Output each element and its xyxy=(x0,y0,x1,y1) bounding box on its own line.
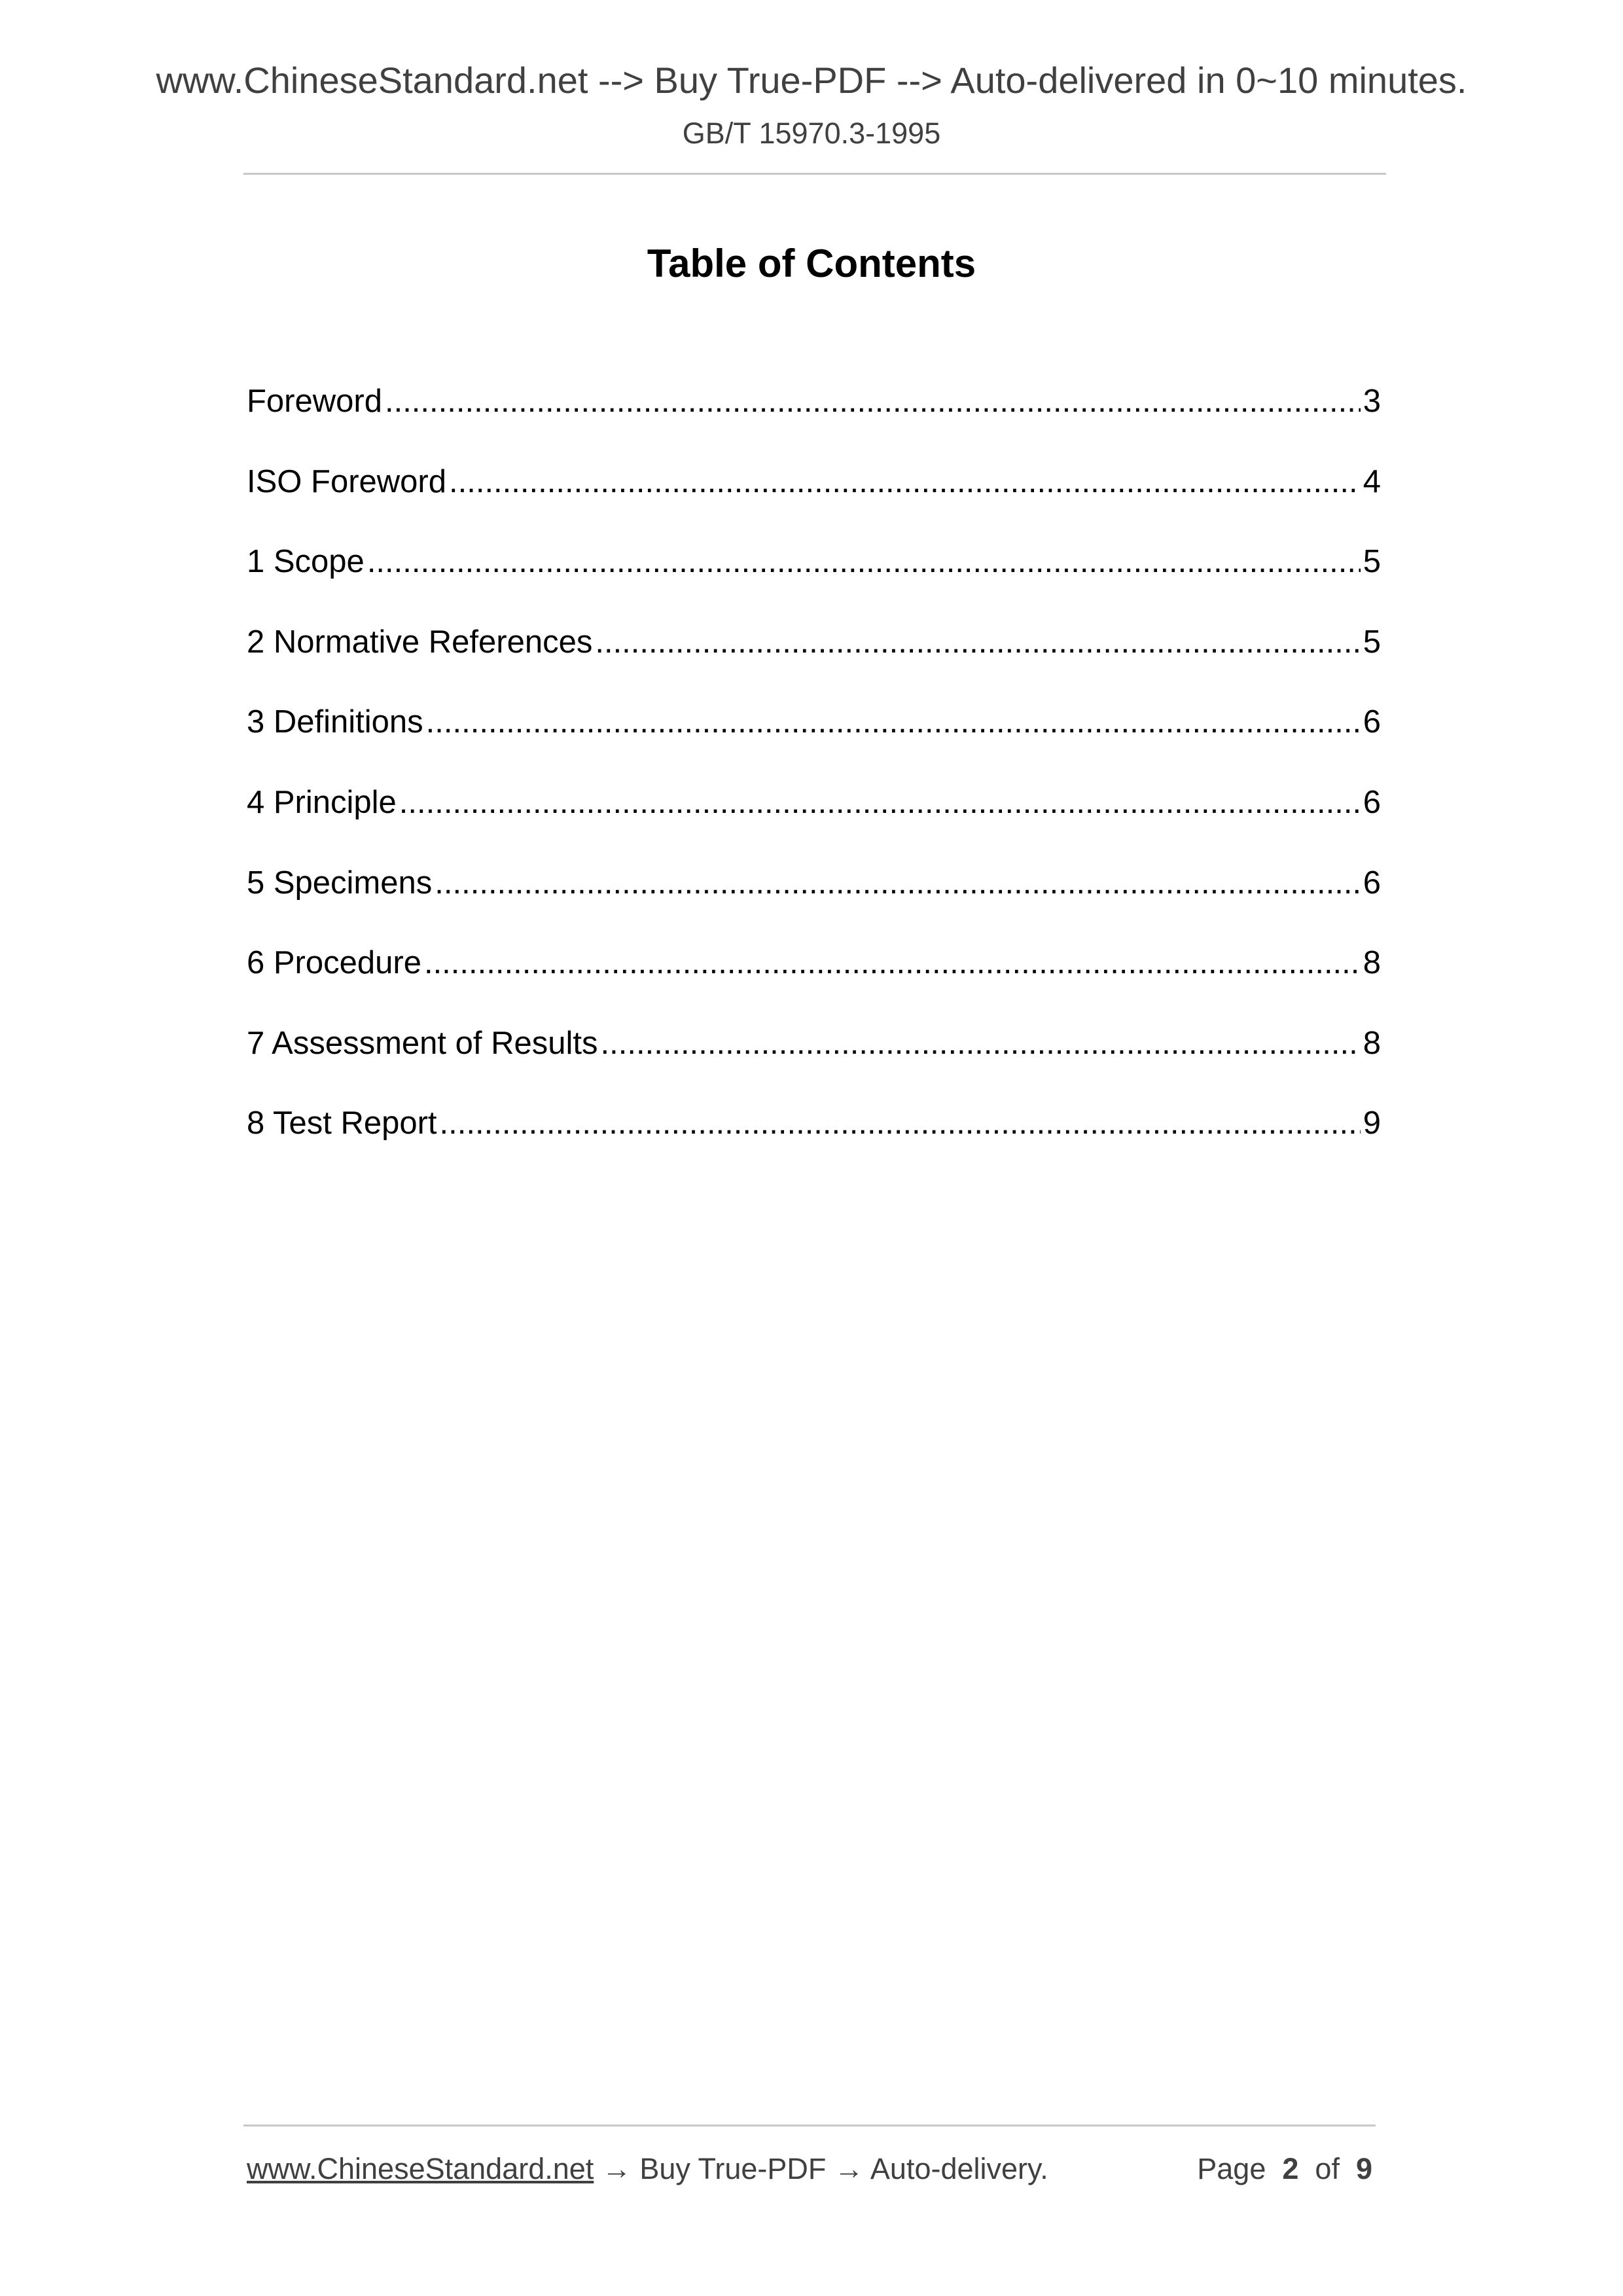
total-pages-number: 9 xyxy=(1355,2152,1372,2185)
toc-entry-label: 7 Assessment of Results xyxy=(247,1025,598,1061)
footer-divider xyxy=(243,2125,1376,2126)
of-word: of xyxy=(1315,2152,1340,2185)
toc-entry-specimens[interactable] xyxy=(247,863,1381,944)
toc-leader-dots xyxy=(424,943,1361,982)
header-banner: www.ChineseStandard.net --> Buy True-PDF --> Auto-delivered in 0~10 minutes. xyxy=(156,60,1467,101)
toc-list xyxy=(247,382,1381,1184)
toc-entry-scope[interactable] xyxy=(247,542,1381,622)
toc-entry-label: ISO Foreword xyxy=(247,463,446,499)
toc-entry-page: 9 xyxy=(1363,1105,1381,1141)
toc-entry-definitions[interactable] xyxy=(247,702,1381,783)
toc-entry-foreword[interactable] xyxy=(247,382,1381,462)
toc-leader-dots xyxy=(601,1024,1361,1063)
current-page-number: 2 xyxy=(1282,2152,1299,2185)
page-word: Page xyxy=(1197,2152,1266,2185)
toc-entry-label: Foreword xyxy=(247,384,382,419)
toc-leader-dots xyxy=(399,783,1361,822)
toc-entry-procedure[interactable] xyxy=(247,943,1381,1024)
toc-entry-normative-references[interactable] xyxy=(247,622,1381,703)
toc-entry-label: 6 Procedure xyxy=(247,945,421,981)
toc-entry-iso-foreword[interactable] xyxy=(247,462,1381,543)
toc-entry-label: 1 Scope xyxy=(247,544,365,580)
page-indicator xyxy=(1197,2149,1372,2189)
toc-leader-dots xyxy=(449,462,1361,501)
footer-site-link[interactable]: www.ChineseStandard.net xyxy=(247,2152,594,2185)
toc-entry-label: 2 Normative References xyxy=(247,624,593,660)
toc-entry-test-report[interactable] xyxy=(247,1103,1381,1184)
toc-entry-page: 5 xyxy=(1363,544,1381,580)
toc-entry-page: 6 xyxy=(1363,784,1381,820)
header-divider xyxy=(243,173,1386,175)
standard-code: GB/T 15970.3-1995 xyxy=(682,117,941,150)
toc-entry-page: 4 xyxy=(1363,463,1381,499)
toc-entry-label: 3 Definitions xyxy=(247,704,423,740)
toc-leader-dots xyxy=(440,1103,1361,1143)
toc-leader-dots xyxy=(426,702,1361,742)
page-footer xyxy=(247,2149,1372,2189)
footer-tagline: → Buy True-PDF → Auto-delivery. xyxy=(594,2152,1048,2185)
toc-title: Table of Contents xyxy=(647,242,976,285)
toc-entry-page: 6 xyxy=(1363,704,1381,740)
toc-entry-label: 8 Test Report xyxy=(247,1105,437,1141)
toc-entry-page: 5 xyxy=(1363,624,1381,660)
toc-entry-assessment-of-results[interactable] xyxy=(247,1024,1381,1104)
toc-entry-page: 8 xyxy=(1363,945,1381,981)
toc-entry-principle[interactable] xyxy=(247,783,1381,863)
toc-entry-page: 3 xyxy=(1363,384,1381,419)
toc-leader-dots xyxy=(385,382,1361,421)
toc-entry-label: 5 Specimens xyxy=(247,865,433,901)
toc-leader-dots xyxy=(367,542,1361,581)
toc-entry-page: 8 xyxy=(1363,1025,1381,1061)
footer-promo xyxy=(247,2149,1048,2189)
toc-entry-page: 6 xyxy=(1363,865,1381,901)
toc-leader-dots xyxy=(435,863,1360,903)
toc-entry-label: 4 Principle xyxy=(247,784,397,820)
toc-leader-dots xyxy=(595,622,1360,662)
